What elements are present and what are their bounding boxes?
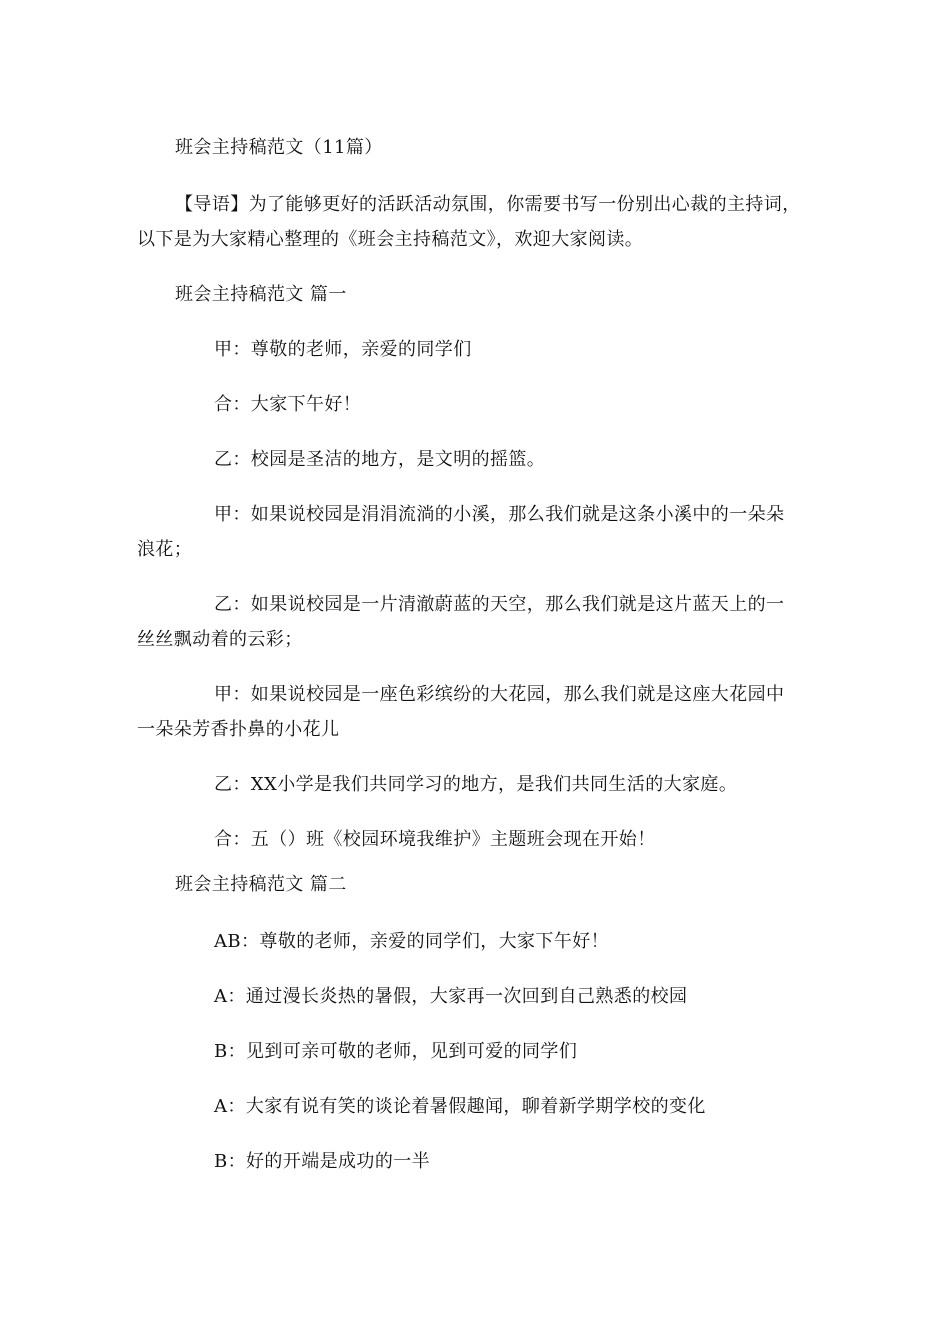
- paragraph-line: A：通过漫长炎热的暑假，大家再一次回到自己熟悉的校园: [214, 986, 688, 1007]
- paragraph-line: 合：五（）班《校园环境我维护》主题班会现在开始！: [214, 829, 656, 850]
- document-title: 班会主持稿范文（11篇）: [175, 137, 383, 158]
- paragraph-line: 甲：如果说校园是一座色彩缤纷的大花园，那么我们就是这座大花园中: [214, 684, 785, 705]
- intro-line-2: 以下是为大家精心整理的《班会主持稿范文》，欢迎大家阅读。: [137, 229, 644, 250]
- paragraph-line: B：见到可亲可敬的老师，见到可爱的同学们: [214, 1041, 578, 1062]
- paragraph-line: 一朵朵芳香扑鼻的小花儿: [137, 719, 340, 740]
- paragraph-line: 合：大家下午好！: [214, 394, 362, 415]
- paragraph-line: 甲：尊敬的老师，亲爱的同学们: [214, 339, 472, 360]
- paragraph-line: 乙：校园是圣洁的地方，是文明的摇篮。: [214, 449, 546, 470]
- paragraph-line: 丝丝飘动着的云彩；: [137, 629, 303, 650]
- section-heading-2: 班会主持稿范文 篇二: [175, 874, 347, 895]
- paragraph-line: B：好的开端是成功的一半: [214, 1151, 431, 1172]
- paragraph-line: AB：尊敬的老师，亲爱的同学们，大家下午好！: [214, 931, 610, 952]
- paragraph-line: 浪花；: [137, 539, 193, 560]
- paragraph-line: 乙：如果说校园是一片清澈蔚蓝的天空，那么我们就是这片蓝天上的一: [214, 594, 785, 615]
- paragraph-line: A：大家有说有笑的谈论着暑假趣闻，聊着新学期学校的变化: [214, 1096, 706, 1117]
- paragraph-line: 甲：如果说校园是涓涓流淌的小溪，那么我们就是这条小溪中的一朵朵: [214, 504, 785, 525]
- intro-line-1: 【导语】为了能够更好的活跃活动氛围，你需要书写一份别出心裁的主持词，: [175, 194, 801, 215]
- section-heading-1: 班会主持稿范文 篇一: [175, 284, 347, 305]
- paragraph-line: 乙：XX小学是我们共同学习的地方，是我们共同生活的大家庭。: [214, 774, 738, 795]
